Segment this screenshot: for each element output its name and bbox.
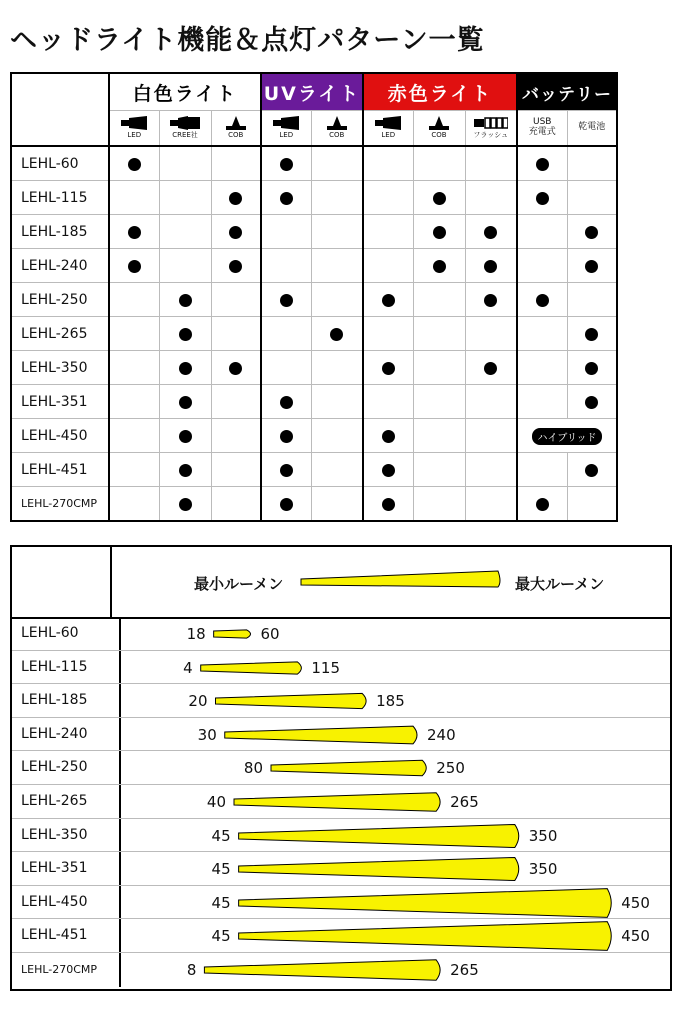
feature-dot xyxy=(536,192,549,205)
feature-cell xyxy=(517,146,567,181)
table-row xyxy=(12,651,670,685)
min-lumen-value: 45 xyxy=(211,893,231,912)
lumen-beam xyxy=(12,718,670,752)
feature-cell xyxy=(567,215,617,249)
feature-dot xyxy=(585,260,598,273)
max-lumen-value: 250 xyxy=(436,759,465,778)
model-name: LEHL-60 xyxy=(11,146,109,181)
feature-dot xyxy=(280,498,293,511)
feature-cell xyxy=(109,215,159,249)
feature-cell xyxy=(211,181,261,215)
model-name: LEHL-265 xyxy=(12,785,121,818)
feature-cell xyxy=(517,419,617,453)
feature-cell xyxy=(413,351,465,385)
flash-lamp-icon xyxy=(474,116,508,130)
model-name: LEHL-270CMP xyxy=(12,953,121,987)
feature-cell xyxy=(363,453,413,487)
feature-dot xyxy=(229,260,242,273)
max-lumen-value: 185 xyxy=(376,692,405,711)
beam-bar xyxy=(216,694,367,709)
feature-cell xyxy=(211,351,261,385)
feature-cell xyxy=(517,249,567,283)
feature-dot xyxy=(229,192,242,205)
beam-bar xyxy=(201,661,302,673)
feature-cell xyxy=(159,453,211,487)
feature-cell xyxy=(363,249,413,283)
feature-cell xyxy=(567,351,617,385)
feature-cell xyxy=(311,317,363,351)
lumen-beam xyxy=(12,617,670,651)
led-lamp-icon xyxy=(273,116,299,130)
feature-cell xyxy=(109,181,159,215)
beam-bar xyxy=(239,922,612,951)
group-battery: バッテリー xyxy=(517,73,617,111)
feature-cell xyxy=(465,215,517,249)
feature-cell xyxy=(261,181,311,215)
model-name: LEHL-350 xyxy=(11,351,109,385)
beam-bar xyxy=(271,761,426,777)
min-lumen-value: 8 xyxy=(186,961,197,979)
feature-cell xyxy=(567,181,617,215)
feature-cell xyxy=(261,249,311,283)
feature-cell xyxy=(517,317,567,351)
feature-cell xyxy=(159,215,211,249)
feature-cell xyxy=(159,351,211,385)
cree-lamp-icon xyxy=(170,116,200,130)
table-row xyxy=(11,215,617,249)
feature-cell xyxy=(211,317,261,351)
feature-cell xyxy=(159,419,211,453)
table-row xyxy=(11,487,617,522)
feature-cell xyxy=(159,487,211,522)
model-name: LEHL-185 xyxy=(12,684,121,717)
table-row xyxy=(11,181,617,215)
table-row xyxy=(12,785,670,819)
feature-cell xyxy=(311,146,363,181)
feature-dot xyxy=(179,430,192,443)
table-row xyxy=(11,351,617,385)
feature-cell xyxy=(465,419,517,453)
feature-cell xyxy=(363,317,413,351)
feature-cell xyxy=(517,453,567,487)
lumen-header xyxy=(12,547,670,619)
feature-cell xyxy=(465,385,517,419)
feature-cell xyxy=(311,351,363,385)
model-name: LEHL-350 xyxy=(12,819,121,852)
beam-bar xyxy=(239,858,519,881)
feature-dot xyxy=(433,226,446,239)
feature-cell xyxy=(109,283,159,317)
table-row xyxy=(12,819,670,853)
feature-dot xyxy=(179,362,192,375)
feature-cell xyxy=(261,215,311,249)
feature-cell xyxy=(311,385,363,419)
beam-bar xyxy=(239,824,519,847)
feature-dot xyxy=(585,328,598,341)
led-lamp-icon xyxy=(375,116,401,130)
table-corner xyxy=(11,73,109,146)
model-name: LEHL-351 xyxy=(11,385,109,419)
feature-cell xyxy=(363,146,413,181)
beam-bar xyxy=(225,726,417,744)
feature-cell xyxy=(465,181,517,215)
feature-cell xyxy=(261,146,311,181)
table-row xyxy=(11,317,617,351)
feature-cell xyxy=(159,283,211,317)
feature-cell xyxy=(109,385,159,419)
feature-cell xyxy=(517,385,567,419)
feature-cell xyxy=(517,487,567,522)
feature-dot xyxy=(179,294,192,307)
max-lumen-value: 450 xyxy=(621,893,650,912)
lumen-beam xyxy=(12,819,670,853)
feature-cell xyxy=(109,487,159,522)
max-lumen-value: 350 xyxy=(528,826,558,845)
min-lumen-value: 45 xyxy=(211,927,231,946)
table-row xyxy=(12,953,670,987)
feature-dot xyxy=(229,226,242,239)
feature-cell xyxy=(517,351,567,385)
feature-cell xyxy=(311,419,363,453)
feature-dot xyxy=(382,464,395,477)
feature-dot xyxy=(179,396,192,409)
feature-cell xyxy=(363,351,413,385)
beam-bar xyxy=(234,793,440,812)
feature-cell xyxy=(211,487,261,522)
feature-cell xyxy=(567,317,617,351)
feature-cell xyxy=(261,453,311,487)
model-name: LEHL-351 xyxy=(12,852,121,885)
table-row xyxy=(11,419,617,453)
feature-table xyxy=(10,72,618,522)
lumen-beam xyxy=(12,886,670,920)
feature-dot xyxy=(280,430,293,443)
feature-cell xyxy=(311,215,363,249)
feature-dot xyxy=(484,294,497,307)
model-name: LEHL-250 xyxy=(12,751,121,784)
min-lumen-value: 30 xyxy=(197,725,217,744)
feature-cell xyxy=(465,453,517,487)
table-row xyxy=(11,249,617,283)
lumen-beam xyxy=(12,684,670,718)
feature-cell xyxy=(465,317,517,351)
feature-cell xyxy=(413,385,465,419)
feature-dot xyxy=(484,226,497,239)
max-lumen-value: 265 xyxy=(450,961,479,979)
feature-cell xyxy=(413,249,465,283)
min-lumen-value: 18 xyxy=(186,625,206,643)
feature-cell xyxy=(109,249,159,283)
feature-cell xyxy=(211,385,261,419)
model-name: LEHL-450 xyxy=(11,419,109,453)
feature-cell xyxy=(261,351,311,385)
feature-dot xyxy=(536,294,549,307)
table-row xyxy=(12,751,670,785)
feature-cell xyxy=(363,487,413,522)
feature-dot xyxy=(585,396,598,409)
feature-cell xyxy=(211,283,261,317)
feature-cell xyxy=(109,419,159,453)
table-row xyxy=(12,684,670,718)
model-name: LEHL-250 xyxy=(11,283,109,317)
group-white-light: 白色ライト xyxy=(109,73,261,111)
feature-cell xyxy=(159,146,211,181)
feature-cell xyxy=(159,249,211,283)
led-lamp-icon xyxy=(121,116,147,130)
table-row xyxy=(11,385,617,419)
feature-cell xyxy=(465,487,517,522)
feature-dot xyxy=(128,260,141,273)
feature-cell xyxy=(517,181,567,215)
feature-dot xyxy=(330,328,343,341)
model-name: LEHL-60 xyxy=(12,617,121,650)
lumen-beam xyxy=(12,751,670,785)
sub-red-cob: COB xyxy=(413,111,465,147)
feature-cell xyxy=(465,283,517,317)
max-lumen-value: 350 xyxy=(528,860,558,879)
feature-cell xyxy=(261,419,311,453)
feature-dot xyxy=(280,464,293,477)
feature-cell xyxy=(517,215,567,249)
lumen-table xyxy=(10,545,672,991)
feature-dot xyxy=(382,430,395,443)
feature-dot xyxy=(179,464,192,477)
feature-cell xyxy=(109,453,159,487)
max-lumen-value: 115 xyxy=(311,658,341,677)
lumen-beam xyxy=(12,953,670,987)
max-lumen-value: 265 xyxy=(450,793,479,811)
feature-cell xyxy=(413,146,465,181)
feature-dot xyxy=(128,226,141,239)
lumen-beam xyxy=(12,785,670,819)
feature-cell xyxy=(465,249,517,283)
sub-white-cree: CREE社 xyxy=(159,111,211,147)
sub-uv-led: LED xyxy=(261,111,311,147)
table-row xyxy=(12,617,670,651)
table-row xyxy=(12,718,670,752)
feature-cell xyxy=(363,283,413,317)
min-lumen-value: 45 xyxy=(211,826,231,845)
feature-cell xyxy=(363,419,413,453)
min-lumen-value: 20 xyxy=(188,692,208,711)
sub-uv-cob: COB xyxy=(311,111,363,147)
feature-dot xyxy=(585,464,598,477)
feature-cell xyxy=(211,215,261,249)
model-name: LEHL-240 xyxy=(12,718,121,751)
feature-cell xyxy=(413,317,465,351)
feature-cell xyxy=(363,215,413,249)
max-lumen-value: 60 xyxy=(260,625,280,643)
feature-cell xyxy=(567,385,617,419)
feature-dot xyxy=(179,328,192,341)
model-name: LEHL-185 xyxy=(11,215,109,249)
feature-cell xyxy=(159,317,211,351)
sub-white-led: LED xyxy=(109,111,159,147)
feature-cell xyxy=(413,453,465,487)
model-name: LEHL-270CMP xyxy=(11,487,109,522)
beam-bar xyxy=(204,960,440,980)
feature-cell xyxy=(311,181,363,215)
cob-lamp-icon xyxy=(327,116,347,130)
beam-bar xyxy=(214,630,251,638)
feature-cell xyxy=(311,453,363,487)
feature-dot xyxy=(229,362,242,375)
min-lumen-value: 40 xyxy=(206,793,226,811)
sub-red-flash: フラッシュ xyxy=(465,111,517,147)
sub-battery-dry: 乾電池 xyxy=(567,111,617,147)
feature-cell xyxy=(567,283,617,317)
feature-cell xyxy=(261,317,311,351)
feature-cell xyxy=(363,385,413,419)
lumen-beam xyxy=(12,852,670,886)
hybrid-badge: ハイブリッド xyxy=(532,428,603,445)
table-row xyxy=(11,146,617,181)
feature-cell xyxy=(211,249,261,283)
feature-cell xyxy=(261,283,311,317)
feature-cell xyxy=(211,146,261,181)
feature-cell xyxy=(109,317,159,351)
feature-dot xyxy=(280,158,293,171)
lumen-beam xyxy=(12,919,670,953)
sub-battery-usb: USB 充電式 xyxy=(517,111,567,147)
feature-cell xyxy=(567,453,617,487)
feature-cell xyxy=(413,419,465,453)
min-lumen-value: 45 xyxy=(211,860,231,879)
min-lumen-value: 80 xyxy=(243,759,263,778)
group-red-light: 赤色ライト xyxy=(363,73,517,111)
model-name: LEHL-115 xyxy=(12,651,121,684)
feature-cell xyxy=(413,487,465,522)
feature-dot xyxy=(128,158,141,171)
cob-lamp-icon xyxy=(429,116,449,130)
feature-cell xyxy=(413,181,465,215)
page-title: ヘッドライト機能＆点灯パターン一覧 xyxy=(10,25,485,56)
feature-dot xyxy=(484,260,497,273)
model-name: LEHL-450 xyxy=(12,886,121,919)
feature-dot xyxy=(280,192,293,205)
feature-cell xyxy=(311,249,363,283)
feature-cell xyxy=(465,146,517,181)
feature-dot xyxy=(280,294,293,307)
model-name: LEHL-115 xyxy=(11,181,109,215)
feature-cell xyxy=(311,283,363,317)
feature-cell xyxy=(109,351,159,385)
feature-cell xyxy=(261,385,311,419)
max-lumen-value: 240 xyxy=(427,725,456,744)
feature-dot xyxy=(536,158,549,171)
feature-cell xyxy=(567,249,617,283)
feature-cell xyxy=(465,351,517,385)
feature-cell xyxy=(159,385,211,419)
feature-dot xyxy=(382,294,395,307)
min-lumen-value: 4 xyxy=(183,658,193,677)
feature-dot xyxy=(433,260,446,273)
feature-cell xyxy=(567,146,617,181)
feature-dot xyxy=(484,362,497,375)
feature-cell xyxy=(567,487,617,522)
feature-cell xyxy=(363,181,413,215)
min-lumen-label: 最小ルーメン xyxy=(194,575,284,593)
feature-cell xyxy=(413,215,465,249)
feature-cell xyxy=(517,283,567,317)
beam-bar xyxy=(239,888,612,917)
group-uv-light: UVライト xyxy=(261,73,363,111)
feature-cell xyxy=(159,181,211,215)
table-row xyxy=(11,283,617,317)
max-lumen-value: 450 xyxy=(621,927,650,946)
feature-dot xyxy=(179,498,192,511)
table-row xyxy=(12,919,670,953)
model-name: LEHL-265 xyxy=(11,317,109,351)
feature-cell xyxy=(211,453,261,487)
feature-cell xyxy=(211,419,261,453)
feature-dot xyxy=(382,498,395,511)
feature-cell xyxy=(261,487,311,522)
feature-cell xyxy=(311,487,363,522)
sub-white-cob: COB xyxy=(211,111,261,147)
feature-dot xyxy=(382,362,395,375)
feature-cell xyxy=(109,146,159,181)
feature-dot xyxy=(536,498,549,511)
feature-dot xyxy=(280,396,293,409)
feature-dot xyxy=(585,226,598,239)
lumen-beam xyxy=(12,651,670,685)
model-name: LEHL-451 xyxy=(12,919,121,952)
feature-dot xyxy=(433,192,446,205)
model-name: LEHL-451 xyxy=(11,453,109,487)
feature-cell xyxy=(413,283,465,317)
max-lumen-label: 最大ルーメン xyxy=(515,575,605,593)
table-row xyxy=(12,886,670,920)
model-name: LEHL-240 xyxy=(11,249,109,283)
feature-dot xyxy=(585,362,598,375)
cob-lamp-icon xyxy=(226,116,246,130)
table-row xyxy=(11,453,617,487)
sub-red-led: LED xyxy=(363,111,413,147)
table-row xyxy=(12,852,670,886)
